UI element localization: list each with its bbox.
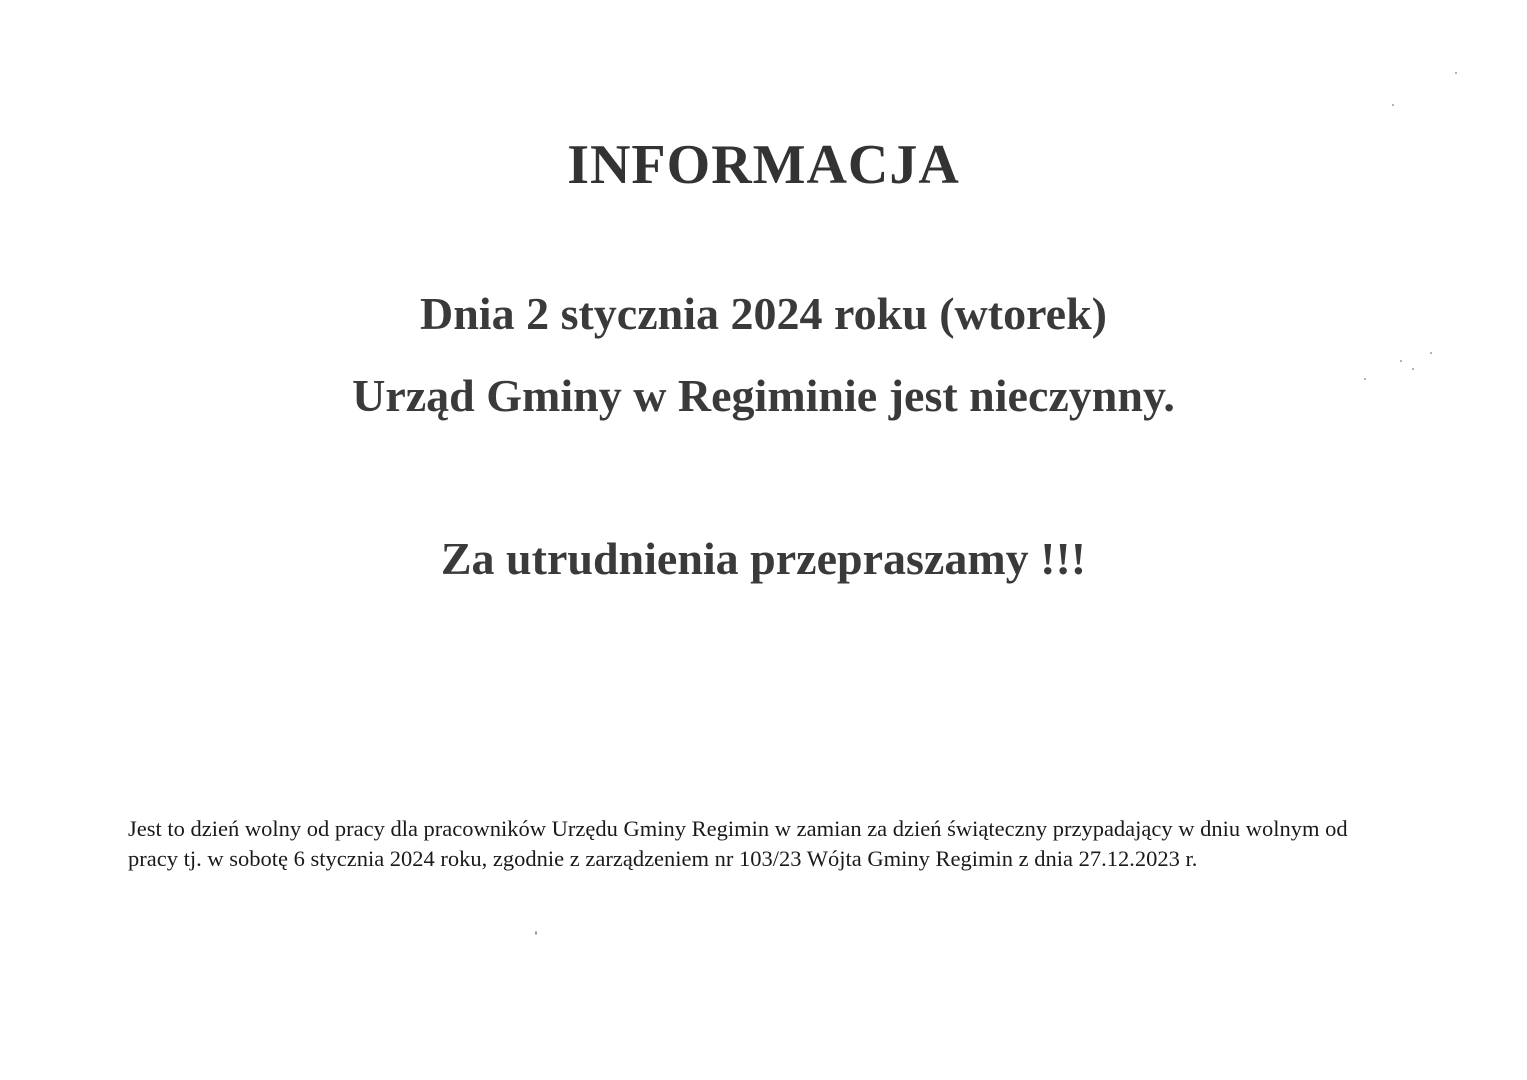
apology-line: Za utrudnienia przepraszamy !!! <box>440 533 1087 584</box>
scan-speck <box>1392 104 1394 106</box>
scan-speck <box>1400 360 1402 362</box>
scan-speck <box>1412 368 1414 370</box>
scan-speck <box>1430 352 1432 354</box>
footnote-paragraph: Jest to dzień wolny od pracy dla pracowników Urzędu Gminy Regimin w zamian za dzień świąteczny przypadający w dniu wolnym od pracy tj. w sobotę 6 stycznia 2024 roku, zgodnie z zarządzeniem nr 103/23 Wójta Gminy Regimin z dnia 27.12.2023 r. <box>128 816 1348 871</box>
announcement-closure-line: Urząd Gminy w Regiminie jest nieczynny. <box>352 370 1175 421</box>
scan-speck <box>1364 378 1366 380</box>
scan-speck <box>535 931 537 935</box>
document-title: INFORMACJA <box>567 134 960 196</box>
scan-speck <box>1455 72 1457 74</box>
announcement-date-line: Dnia 2 stycznia 2024 roku (wtorek) <box>419 288 1107 339</box>
